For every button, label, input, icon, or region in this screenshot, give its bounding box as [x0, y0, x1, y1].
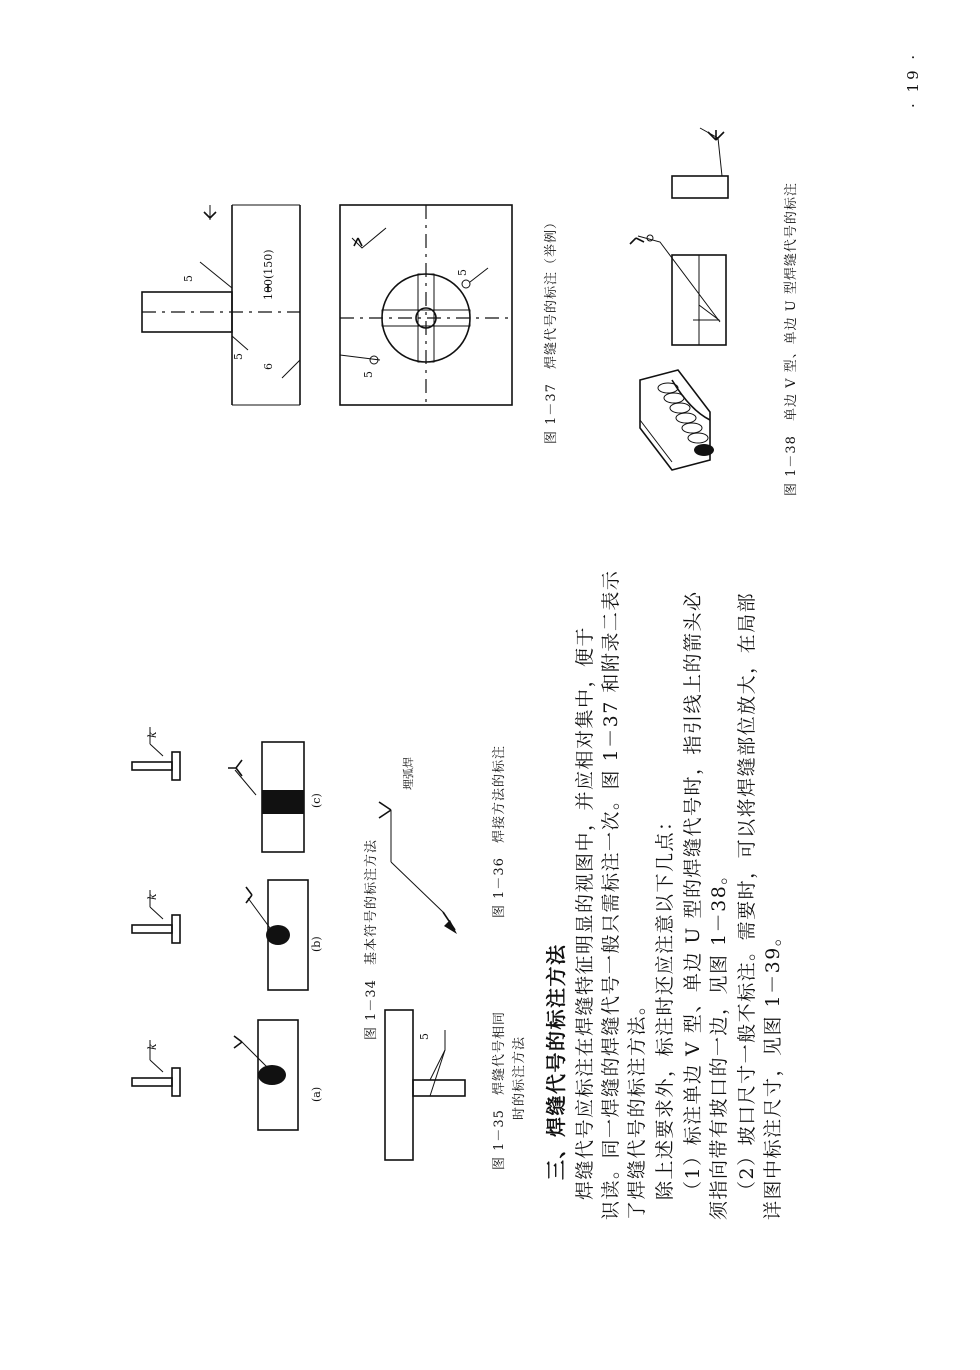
- fig37-elevation: [142, 205, 300, 405]
- fig37-caption: 图 1－37 焊缝代号的标注（举例）: [544, 215, 559, 444]
- item2-line1: （2）坡口尺寸一般不标注。需要时，可以将焊缝部位放大，在局部: [736, 591, 758, 1200]
- fig34-k-a: k: [146, 1043, 159, 1050]
- fig38-drawing: [630, 128, 728, 470]
- fig35-caption-l1: 图 1－35 焊缝代号相同: [492, 1011, 507, 1170]
- fig38-caption: 图 1－38 单边 V 型、单边 U 型焊缝代号的标注: [784, 182, 799, 496]
- fig34-k-b: k: [146, 893, 159, 900]
- fig37-chain-dim: 100(150): [262, 249, 275, 300]
- weld-bead: [658, 383, 714, 456]
- item2-line2: 详图中标注尺寸，见图 1－39。: [762, 925, 784, 1220]
- item1-line2: 须指向带有坡口的一边，见图 1－38。: [708, 864, 730, 1220]
- para1-line3: 了焊缝代号的标注方法。: [626, 994, 648, 1220]
- fig37-dim-5d: 5: [456, 269, 469, 276]
- fig37-dim-5a: 5: [182, 275, 195, 282]
- fig35-caption-l2: 时的标注方法: [512, 1035, 527, 1120]
- fig37-dim-5b: 5: [232, 353, 245, 360]
- fig34-sub-a: (a): [310, 1086, 323, 1102]
- fig37-dim-5c: 5: [362, 371, 375, 378]
- para1-line1: 焊缝代号应标注在焊缝特征明显的视图中，并应相对集中，便于: [574, 625, 596, 1200]
- fig36-label: 埋弧焊: [402, 757, 415, 790]
- fig34-caption: 图 1－34 基本符号的标注方法: [364, 839, 379, 1040]
- fig36-drawing: [379, 802, 457, 934]
- fig34-c-plate: [228, 742, 304, 852]
- fig34-sub-c: (c): [310, 793, 323, 808]
- fig34-b-plate: [246, 880, 308, 990]
- fig34-drawing: [132, 727, 308, 1130]
- fig37-dim-6: 6: [262, 363, 275, 370]
- fig35-dim: 5: [418, 1033, 431, 1040]
- item1-line1: （1）标注单边 V 型、单边 U 型的焊缝代号时，指引线上的箭头必: [682, 590, 704, 1200]
- section-title: 三、焊缝代号的标注方法: [544, 943, 568, 1180]
- para1-line2: 识读。同一焊缝的焊缝代号一般只需标注一次。图 1－37 和附录二表示: [600, 569, 622, 1220]
- fig36-caption: 图 1－36 焊接方法的标注: [492, 745, 507, 918]
- para2: 除上述要求外，标注时还应注意以下几点：: [654, 810, 676, 1200]
- page-number: · 19 ·: [904, 51, 922, 108]
- fig34-a-plate: [234, 1020, 298, 1130]
- fig34-sub-b: (b): [310, 936, 323, 952]
- fig34-k-c: k: [146, 731, 159, 738]
